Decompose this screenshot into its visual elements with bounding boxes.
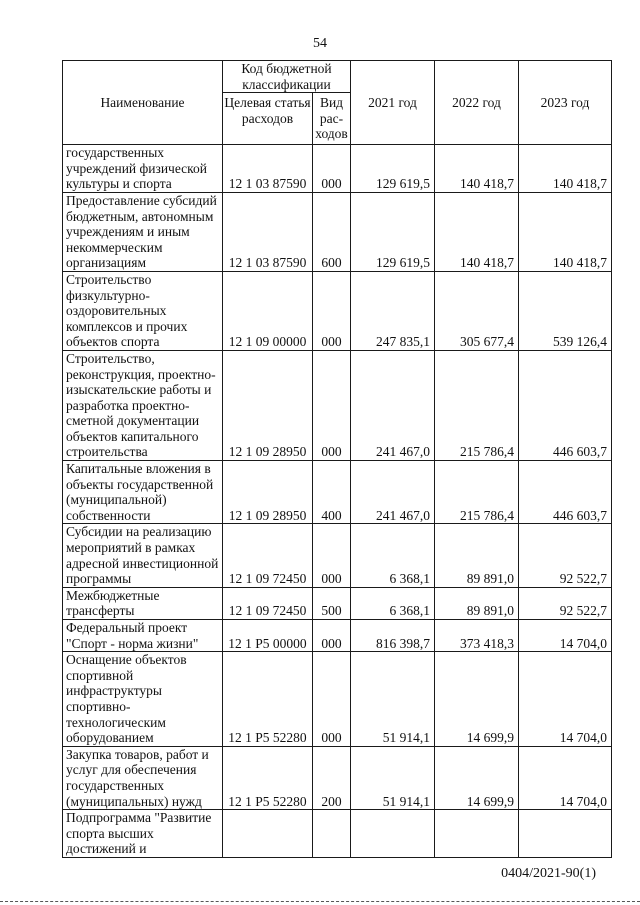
row-target-article: 12 1 P5 52280 (223, 652, 313, 747)
table-row (63, 271, 612, 350)
row-value-2021: 51 914,1 (351, 746, 435, 809)
row-value-2021: 241 467,0 (351, 461, 435, 524)
document-code: 0404/2021-90(1) (501, 866, 596, 881)
row-value-2022: 140 418,7 (435, 192, 519, 271)
header-year-2021: 2021 год (351, 61, 435, 145)
row-value-2021 (351, 810, 435, 858)
row-expense-type: 000 (313, 652, 351, 747)
row-value-2022: 305 677,4 (435, 271, 519, 350)
row-target-article: 12 1 P5 00000 (223, 620, 313, 652)
header-year-2023: 2023 год (519, 61, 612, 145)
row-value-2023: 140 418,7 (519, 192, 612, 271)
scan-edge-line (0, 901, 640, 902)
row-name: Оснащение объектов спортивной инфраструктуры спортивно-технологическим оборудованием (63, 652, 223, 747)
table-row (63, 145, 612, 193)
row-expense-type: 600 (313, 192, 351, 271)
row-value-2022: 373 418,3 (435, 620, 519, 652)
row-expense-type: 000 (313, 524, 351, 587)
table-row (63, 620, 612, 652)
row-target-article (223, 810, 313, 858)
row-value-2021: 6 368,1 (351, 524, 435, 587)
row-value-2023: 14 704,0 (519, 746, 612, 809)
row-expense-type: 500 (313, 587, 351, 619)
budget-rows (63, 145, 612, 858)
row-expense-type: 000 (313, 350, 351, 460)
row-expense-type: 400 (313, 461, 351, 524)
header-target-article: Целевая статья расходов (223, 93, 313, 145)
row-value-2023 (519, 810, 612, 858)
row-expense-type: 000 (313, 620, 351, 652)
row-value-2023: 14 704,0 (519, 652, 612, 747)
row-value-2021: 129 619,5 (351, 192, 435, 271)
header-name: Наименование (63, 61, 223, 145)
row-expense-type (313, 810, 351, 858)
page-number: 54 (313, 36, 327, 51)
row-value-2023: 539 126,4 (519, 271, 612, 350)
row-value-2021: 247 835,1 (351, 271, 435, 350)
row-value-2023: 92 522,7 (519, 587, 612, 619)
row-value-2022: 89 891,0 (435, 587, 519, 619)
row-name: Строительство, реконструкция, проектно-изыскательские работы и разработка проектно-сметной документации объектов капитального строительства (63, 350, 223, 460)
row-expense-type: 000 (313, 145, 351, 193)
row-name: Предоставление субсидий бюджетным, автономным учреждениям и иным некоммерческим организациям (63, 192, 223, 271)
row-expense-type: 200 (313, 746, 351, 809)
table-row (63, 746, 612, 809)
table-row (63, 350, 612, 460)
row-target-article: 12 1 09 00000 (223, 271, 313, 350)
row-value-2021: 241 467,0 (351, 350, 435, 460)
table-row (63, 524, 612, 587)
header-expense-type: Вид рас-ходов (313, 93, 351, 145)
table-row (63, 192, 612, 271)
row-target-article: 12 1 03 87590 (223, 192, 313, 271)
row-value-2021: 816 398,7 (351, 620, 435, 652)
row-value-2021: 6 368,1 (351, 587, 435, 619)
header-kbk: Код бюджетной классификации (223, 61, 351, 93)
budget-table (62, 60, 612, 858)
row-value-2022: 14 699,9 (435, 746, 519, 809)
row-value-2023: 140 418,7 (519, 145, 612, 193)
row-value-2022: 140 418,7 (435, 145, 519, 193)
table-row (63, 461, 612, 524)
row-target-article: 12 1 09 28950 (223, 350, 313, 460)
row-name: Субсидии на реализацию мероприятий в рамках адресной инвестиционной программы (63, 524, 223, 587)
row-target-article: 12 1 P5 52280 (223, 746, 313, 809)
row-name: Закупка товаров, работ и услуг для обеспечения государственных (муниципальных) нужд (63, 746, 223, 809)
row-target-article: 12 1 03 87590 (223, 145, 313, 193)
row-value-2021: 129 619,5 (351, 145, 435, 193)
table-row (63, 587, 612, 619)
row-value-2023: 14 704,0 (519, 620, 612, 652)
row-value-2021: 51 914,1 (351, 652, 435, 747)
table-row (63, 652, 612, 747)
row-name: Межбюджетные трансферты (63, 587, 223, 619)
row-target-article: 12 1 09 72450 (223, 587, 313, 619)
header-year-2022: 2022 год (435, 61, 519, 145)
row-name: Строительство физкультурно-оздоровительных комплексов и прочих объектов спорта (63, 271, 223, 350)
row-expense-type: 000 (313, 271, 351, 350)
table-row (63, 810, 612, 858)
row-name: Подпрограмма "Развитие спорта высших достижений и (63, 810, 223, 858)
row-value-2022: 215 786,4 (435, 461, 519, 524)
row-value-2023: 92 522,7 (519, 524, 612, 587)
row-name: государственных учреждений физической культуры и спорта (63, 145, 223, 193)
row-value-2022: 89 891,0 (435, 524, 519, 587)
row-name: Капитальные вложения в объекты государственной (муниципальной) собственности (63, 461, 223, 524)
row-target-article: 12 1 09 28950 (223, 461, 313, 524)
row-value-2022: 14 699,9 (435, 652, 519, 747)
row-value-2023: 446 603,7 (519, 350, 612, 460)
row-target-article: 12 1 09 72450 (223, 524, 313, 587)
row-value-2023: 446 603,7 (519, 461, 612, 524)
row-value-2022: 215 786,4 (435, 350, 519, 460)
row-value-2022 (435, 810, 519, 858)
row-name: Федеральный проект "Спорт - норма жизни" (63, 620, 223, 652)
